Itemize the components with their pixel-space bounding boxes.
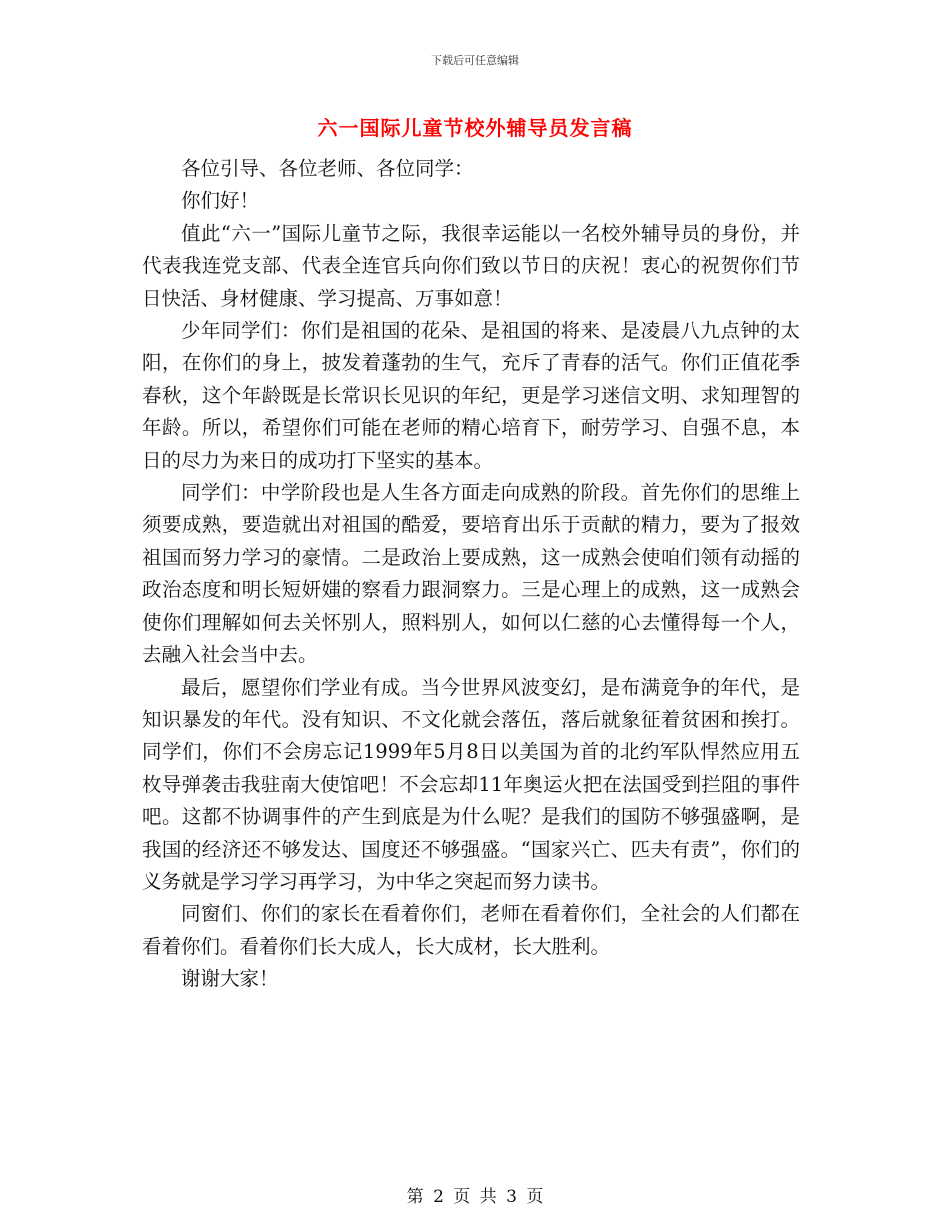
page-number-footer: 第 2 页 共 3 页: [406, 1187, 544, 1207]
body-paragraph: 值此“六一”国际儿童节之际，我很幸运能以一名校外辅导员的身份，并代表我连党支部、代表全连官兵向你们致以节日的庆祝！衷心的祝贺你们节日快活、身材健康、学习提高、万事如意！: [142, 221, 800, 310]
closing-paragraph: 谢谢大家！: [181, 967, 279, 991]
body-paragraph: 同窗们、你们的家长在看着你们，老师在看着你们，全社会的人们都在看着你们。看着你们长大成人，长大成材，长大胜利。: [142, 902, 800, 958]
document-body: [142, 153, 800, 996]
header-note: 下载后可任意编辑: [431, 54, 519, 67]
body-paragraph: 同学们：中学阶段也是人生各方面走向成熟的阶段。首先你们的思维上须要成熟，要造就出对祖国的酷爱，要培育出乐于贡献的精力，要为了报效祖国而努力学习的豪情。二是政治上要成熟，这一成熟会使咱们领有动摇的政治态度和明长短妍媸的察看力跟洞察力。三是心理上的成熟，这一成熟会使你们理解如何去关怀别人，照料别人，如何以仁慈的心去懂得每一个人，去融入社会当中去。: [142, 481, 800, 667]
greeting-paragraph: 你们好！: [181, 189, 260, 213]
salutation-paragraph: 各位引导、各位老师、各位同学：: [181, 157, 474, 180]
body-paragraph: 少年同学们：你们是祖国的花朵、是祖国的将来、是凌晨八九点钟的太阳，在你们的身上，披发着蓬勃的生气，充斥了青春的活气。你们正值花季春秋，这个年龄既是长常识长见识的年纪，更是学习迷信文明、求知理智的年龄。所以，希望你们可能在老师的精心培育下，耐劳学习、自强不息，本日的尽力为来日的成功打下坚实的基本。: [142, 319, 800, 472]
body-paragraph: 最后，愿望你们学业有成。当今世界风波变幻，是布满竟争的年代，是知识暴发的年代。没有知识、不文化就会落伍，落后就象征着贫困和挨打。同学们，你们不会房忘记1999年5月8日以美国为首的北约军队悍然应用五枚导弹袭击我驻南大使馆吧！不会忘却11年奥运火把在法国受到拦阻的事件吧。这都不协调事件的产生到底是为什么呢？是我们的国防不够强盛啊，是我国的经济还不够发达、国度还不够强盛。“国家兴亡、匹夫有责”，你们的义务就是学习学习再学习，为中华之突起而努力读书。: [142, 675, 800, 893]
document-title: 六一国际儿童节校外辅导员发言稿: [317, 116, 633, 140]
